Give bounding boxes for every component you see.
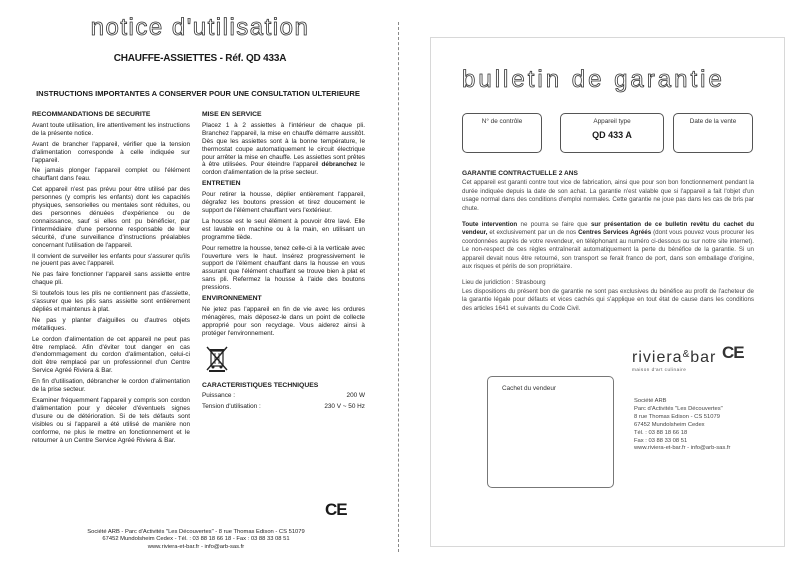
- environnement-heading: ENVIRONNEMENT: [202, 295, 262, 303]
- warranty-body: [462, 170, 754, 313]
- control-number-label: N° de contrôle: [481, 118, 523, 125]
- seller-stamp-label: Cachet du vendeur: [502, 385, 557, 392]
- environnement-text: Ne jetez pas l'appareil en fin de vie avec les ordures ménagères, mais déposez-le dans un point de collecte approprié pour son recyclage. Vous aiderez ainsi à protéger l'environnement.: [202, 305, 365, 337]
- spec-row: [202, 392, 365, 400]
- jurisdiction-label: Lieu de juridiction : Strasbourg: [462, 279, 546, 287]
- safety-paragraph: Cet appareil n'est pas prévu pour être utilisé par des personnes (y compris les enfants) dont les capacités physiques, sensorielles ou mentales sont réduites, ou des personnes dénuées d'expérience ou de connaissance, sauf si elles ont pu bénéficier, par l'intermédiaire d'une personne responsable de leur sécurité, d'une surveillance d'instructions préalables concernant l'utilisation de l'appareil.: [32, 186, 190, 249]
- safety-paragraph: Ne jamais plonger l'appareil complet ou l'élément chauffant dans l'eau.: [32, 167, 190, 183]
- caracteristiques-heading: CARACTERISTIQUES TECHNIQUES: [202, 381, 319, 389]
- important-instructions: INSTRUCTIONS IMPORTANTES A CONSERVER POUR UNE CONSULTATION ULTERIEURE: [36, 89, 360, 98]
- notice-title: notice d'utilisation: [90, 14, 310, 41]
- spec-label: Puissance :: [202, 392, 236, 400]
- safety-column: [32, 111, 190, 447]
- safety-paragraph: Avant toute utilisation, lire attentivement les instructions de la présente notice.: [32, 121, 190, 137]
- spec-row: [202, 403, 365, 411]
- address-line: Société ARB: [634, 398, 667, 404]
- spec-value: 200 W: [346, 392, 365, 400]
- jurisdiction-text: Les dispositions du présent bon de garantie ne sont pas exclusives du bénéfice au profit de l'acheteur de la garantie légale pour défauts et vices cachés qui s'applique en tout état de cause dans les conditions des articles 1641 et suivants du Code Civil.: [462, 287, 754, 312]
- mise-en-service-text: Placez 1 à 2 assiettes à l'intérieur de chaque pli. Branchez l'appareil, la mise en chauffe démarre aussitôt. Dès que les assiettes sont à la bonne température, le thermostat coupe automatiquement le circuit électrique pour arrêter la mise en chauffe. Les assiettes sont prêtes à être utilisées. Pour éteindre l'appareil débranchez le cordon d'alimentation de la prise secteur.: [202, 121, 365, 177]
- address-line: Fax : 03 88 33 08 51: [634, 437, 688, 444]
- brand-tagline: maison d'art culinaire: [632, 367, 687, 372]
- entretien-paragraph: Pour retirer la housse, déplier entièrement l'appareil, dégrafez les boutons pression et tirez doucement le support de l'élément chauffant vers l'extérieur.: [202, 191, 365, 214]
- address-line: Parc d'Activités "Les Découvertes": [634, 405, 723, 412]
- safety-paragraph: Ne pas y planter d'aiguilles ou d'autres objets métalliques.: [32, 316, 190, 332]
- entretien-paragraph: La housse est le seul élément à pouvoir être lavé. Elle est lavable en machine ou à la main, en utilisant un programme tiède.: [202, 217, 365, 241]
- address-line: www.riviera-et-bar.fr - info@arb-sas.fr: [634, 445, 731, 452]
- safety-paragraph: En fin d'utilisation, débrancher le cordon d'alimentation de la prise secteur.: [32, 378, 190, 394]
- usage-column: [202, 111, 365, 414]
- device-type-box: [560, 113, 664, 153]
- entretien-paragraph: Pour remettre la housse, tenez celle-ci à la verticale avec l'ouverture vers le haut. Insérez progressivement le support de l'élément chauffant dans la housse en vous assurant que l'élément chauffant se trouve bien à plat et sans pli. Refermez la housse à l'aide des boutons pressions.: [202, 244, 365, 292]
- device-type-label: Appareil type: [593, 118, 631, 125]
- product-reference: CHAUFFE-ASSIETTES - Réf. QD 433A: [113, 53, 287, 64]
- safety-paragraph: Ne pas faire fonctionner l'appareil sans assiette entre chaque pli.: [32, 271, 190, 287]
- safety-paragraph: Avant de brancher l'appareil, vérifier que la tension d'alimentation corresponde à celle indiquée sur l'appareil.: [32, 140, 190, 164]
- company-address: [634, 398, 769, 453]
- entretien-heading: ENTRETIEN: [202, 180, 241, 188]
- footer-line: www.riviera-et-bar.fr - info@arb-sas.fr: [147, 543, 245, 550]
- sale-date-label: Date de la vente: [689, 118, 737, 125]
- address-line: 67452 Mundolsheim Cedex: [634, 421, 705, 428]
- address-line: 8 rue Thomas Edison - CS 51079: [634, 413, 720, 420]
- address-line: Tél. : 03 88 18 66 18: [634, 429, 688, 436]
- intervention-text: Toute intervention ne pourra se faire que sur présentation de ce bulletin revêtu du cachet du vendeur, et exclusivement par un de nos Centres Services Agréés (dont vous pouvez vous procurer les coordonnées auprès de votre revendeur, en téléphonant au numéro ci-dessous ou sur notre site internet). Le non-respect de ces règles entraînerait automatiquement la perte du bénéfice de la garantie. Si un appareil devait nous être retourné, son transport se ferait franco de port, dans son emballage d'origine, aux risques et périls de son propriétaire.: [462, 221, 754, 271]
- control-number-box: [462, 113, 542, 153]
- fold-divider: [398, 22, 399, 552]
- safety-paragraph: Il convient de surveiller les enfants pour s'assurer qu'ils ne jouent pas avec l'appareil.: [32, 252, 190, 268]
- sale-date-box: [673, 113, 753, 153]
- weee-bin-icon: [206, 346, 228, 372]
- safety-paragraph: Examiner fréquemment l'appareil y compris son cordon d'alimentation pour y déceler d'éventuels signes d'usure ou de détérioration. Si de tels défauts sont visibles ou si l'appareil a été utilisé de manière non conforme, ne plus le mettre en fonctionnement et le retourner à un Centre Service Agréé Riviera & Bar.: [32, 397, 190, 444]
- spec-value: 230 V ~ 50 Hz: [324, 403, 365, 411]
- mise-en-service-heading: MISE EN SERVICE: [202, 111, 262, 118]
- footer: [20, 529, 372, 551]
- footer-line: Société ARB - Parc d'Activités "Les Découvertes" - 8 rue Thomas Edison - CS 51079: [87, 529, 305, 535]
- safety-heading: RECOMMANDATIONS DE SECURITE: [32, 111, 151, 118]
- brand-logo: [632, 349, 762, 372]
- warranty-heading: GARANTIE CONTRACTUELLE 2 ANS: [462, 170, 578, 177]
- safety-paragraph: Le cordon d'alimentation de cet appareil ne peut pas être remplacé. Afin d'éviter tout danger en cas d'endommagement du cordon d'alimentation, celui-ci doit être remplacé par un professionnel d'un Centre Service Agréé Riviera & Bar.: [32, 335, 190, 375]
- device-type-value: QD 433 A: [592, 130, 632, 140]
- seller-stamp-box: [487, 376, 614, 488]
- bulletin-title: bulletin de garantie: [462, 66, 725, 93]
- warranty-text: Cet appareil est garanti contre tout vice de fabrication, ainsi que pour son bon fonctionnement pendant la durée indiquée depuis la date de son achat. La garantie n'est valable que si l'appareil a fait l'objet d'un usage normal dans des conditions d'emploi normales. Cette garantie ne joue pas dans les cas de bris par chute.: [462, 179, 754, 212]
- brand-wordmark: riviera&bar: [632, 349, 717, 366]
- ce-mark: CE: [325, 500, 347, 519]
- ce-mark: CE: [722, 343, 744, 362]
- spec-label: Tension d'utilisation :: [202, 403, 261, 411]
- footer-line: 67452 Mundolsheim Cedex - Tél. : 03 88 18 66 18 - Fax : 03 88 33 08 51: [102, 536, 290, 543]
- safety-paragraph: Si toutefois tous les plis ne contiennent pas d'assiette, s'assurer que les plis sans assiette sont entièrement dépliés et maintenus à plat.: [32, 290, 190, 313]
